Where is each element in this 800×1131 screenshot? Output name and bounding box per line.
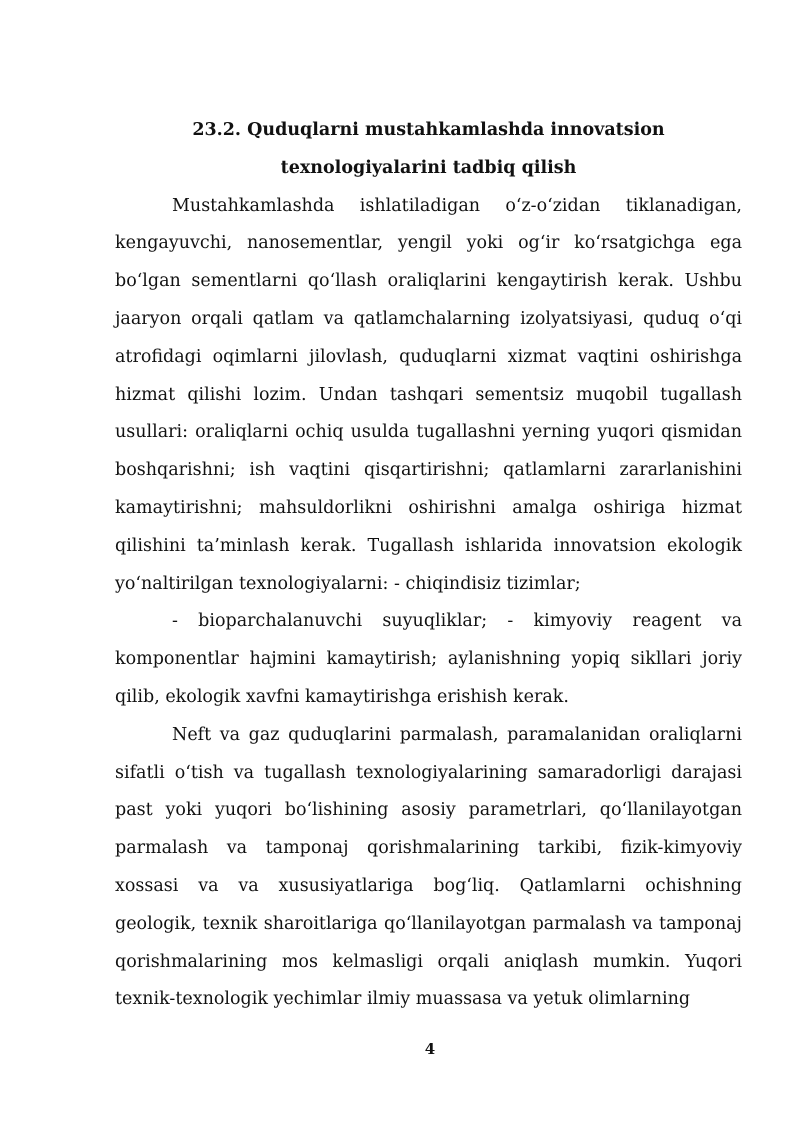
section-title-line-2: texnologiyalarini tadbiq qilish xyxy=(280,157,577,178)
paragraph-2: - bioparchalanuvchi suyuqliklar; - kimyoviy reagent va komponentlar hajmini kamaytirish; aylanishning yopiq sikllari joriy qilib, ekologik xavfni kamaytirishga erishish kerak. xyxy=(115,611,742,707)
section-title-line-1: 23.2. Quduqlarni mustahkamlashda innovatsion xyxy=(192,120,665,140)
paragraph-1: Mustahkamlashda ishlatiladigan o‘z-o‘zidan tiklanadigan, kengayuvchi, nanosementlar, yengil yoki og‘ir ko‘rsatgichga ega bo‘lgan sementlarni qo‘llash oraliqlarini kengaytirish kerak. Ushbu jaaryon orqali qatlam va qatlamchalarning izolyatsiyasi, quduq o‘qi atrofidagi oqimlarni jilovlash, quduqlarni xizmat vaqtini oshirishga hizmat qilishi lozim. Undan tashqari sementsiz muqobil tugallash usullari: oraliqlarni ochiq usulda tugallashni yerning yuqori qismidan boshqarishni; ish vaqtini qisqartirishni; qatlamlarni zararlanishini kamaytirishni; mahsuldorlikni oshirishni amalga oshiriga hizmat qilishini ta’minlash kerak. Tugallash ishlarida innovatsion ekologik yo‘naltirilgan texnologiyalarni: - chiqindisiz tizimlar; xyxy=(115,195,742,594)
page-number: 4 xyxy=(424,1040,436,1058)
paragraph-3: Neft va gaz quduqlarini parmalash, paramalanidan oraliqlarni sifatli o‘tish va tugallash texnologiyalarining samaradorligi darajasi past yoki yuqori bo‘lishining asosiy parametrlari, qo‘llanilayotgan parmalash va tamponaj qorishmalarining tarkibi, fizik-kimyoviy xossasi va va xususiyatlariga bog‘liq. Qatlamlarni ochishning geologik, texnik sharoitlariga qo‘llanilayotgan parmalash va tamponaj qorishmalarining mos kelmasligi orqali aniqlash mumkin. Yuqori texnik-texnologik yechimlar ilmiy muassasa va yetuk olimlarning xyxy=(115,724,742,1010)
document-page xyxy=(115,112,742,1019)
